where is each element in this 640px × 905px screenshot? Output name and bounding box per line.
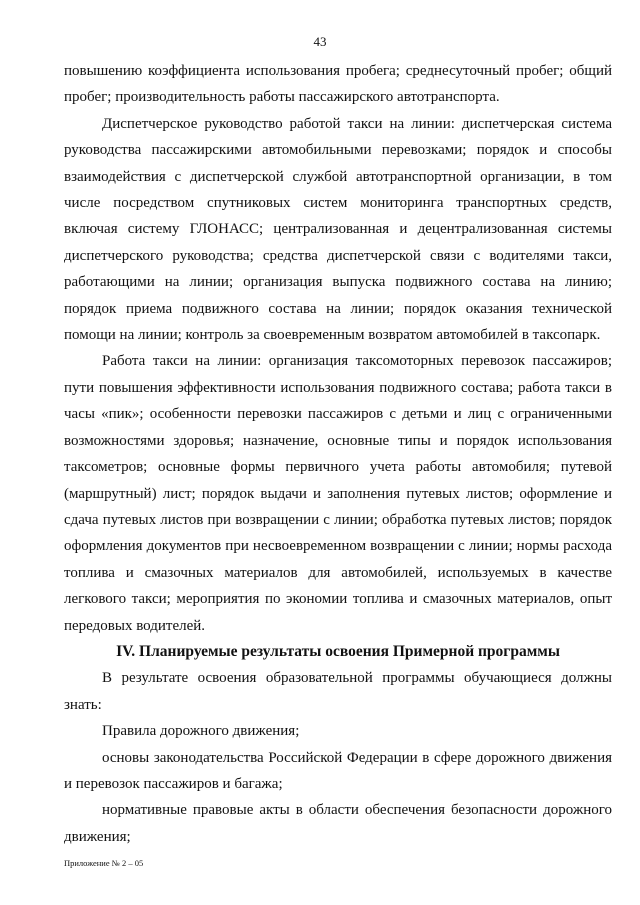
page-number: 43: [313, 34, 327, 49]
knowledge-item: нормативные правовые акты в области обеспечения безопасности дорожного движения;: [64, 802, 612, 845]
knowledge-item: Правила дорожного движения;: [102, 723, 300, 740]
document-body: [64, 58, 612, 850]
footer-annex-label: Приложение № 2 – 05: [64, 858, 144, 868]
paragraph-taxi-line-work: Работа такси на линии: организация таксомоторных перевозок пассажиров; пути повышения эффективности использования подвижного состава; работа такси в часы «пик»; особенности перевозки пассажиров с детьми и лиц с ограниченными возможностями здоровья; назначение, основные типы и порядок использования таксометров; основные формы первичного учета работы автомобиля; путевой (маршрутный) лист; порядок выдачи и заполнения путевых листов; оформление и сдача путевых листов при возвращении с линии; обработка путевых листов; порядок оформления документов при несвоевременном возвращении с линии; нормы расхода топлива и смазочных материалов для автомобилей, используемых в качестве легкового такси; мероприятия по экономии топлива и смазочных материалов, опыт передовых водителей.: [64, 353, 612, 634]
section-heading: IV. Планируемые результаты освоения Примерной программы: [116, 642, 560, 660]
paragraph-intro: В результате освоения образовательной программы обучающиеся должны знать:: [64, 670, 612, 713]
knowledge-item: основы законодательства Российской Федерации в сфере дорожного движения и перевозок пассажиров и багажа;: [64, 749, 612, 792]
paragraph-continuation: повышению коэффициента использования пробега; среднесуточный пробег; общий пробег; производительность работы пассажирского автотранспорта.: [64, 63, 612, 106]
paragraph-dispatch-management: Диспетчерское руководство работой такси на линии: диспетчерская система руководства пассажирскими автомобильными перевозками; порядок и способы взаимодействия с диспетчерской службой автотранспортной организации, в том числе посредством спутниковых систем мониторинга транспортных средств, включая систему ГЛОНАСС; централизованная и децентрализованная системы диспетчерского руководства; средства диспетчерской связи с водителями такси, работающими на линии; организация выпуска подвижного состава на линию; порядок приема подвижного состава на линии; порядок оказания технической помощи на линии; контроль за своевременным возвратом автомобилей в таксопарк.: [64, 115, 612, 344]
